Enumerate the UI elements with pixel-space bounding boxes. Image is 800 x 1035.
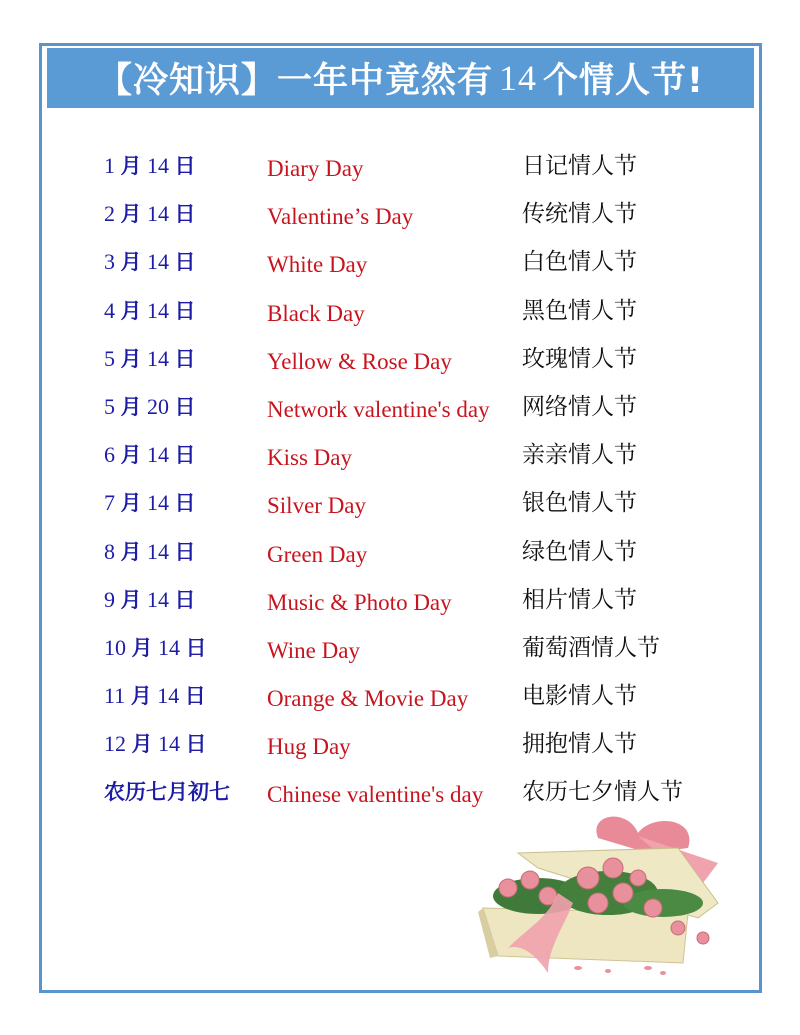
date-text: 2 月 14 日: [104, 201, 196, 227]
chinese-name: 传统情人节: [522, 201, 637, 228]
date-text: 1 月 14 日: [104, 153, 196, 178]
date-text: 7 月 14 日: [104, 490, 196, 516]
date-text: 5 月 14 日: [104, 345, 196, 371]
date-text: 10 月 14 日: [104, 634, 207, 660]
chinese-name: 相片情人节: [522, 586, 637, 613]
english-name: Hug Day: [267, 734, 351, 760]
chinese-name: 绿色情人节: [522, 538, 637, 565]
english-name: Chinese valentine's day: [267, 782, 484, 808]
english-name: Kiss Day: [267, 445, 352, 471]
page-title: [47, 48, 754, 108]
english-name: Music & Photo Day: [267, 589, 452, 615]
chinese-name: 银色情人节: [522, 490, 637, 517]
date-text: 9 月 14 日: [104, 586, 196, 612]
chinese-name: 黑色情人节: [522, 297, 637, 324]
english-name: Diary Day: [267, 156, 364, 181]
date-text: 农历七月初七: [104, 780, 230, 805]
chinese-name: 白色情人节: [522, 249, 637, 276]
english-name: Wine Day: [267, 637, 360, 663]
english-name: White Day: [267, 252, 368, 278]
chinese-name: 葡萄酒情人节: [522, 634, 660, 661]
english-name: Green Day: [267, 541, 368, 567]
title-suffix: 个情人节!: [543, 61, 704, 101]
title-prefix: 【冷知识】一年中竟然有: [97, 61, 494, 101]
date-text: 3 月 14 日: [104, 249, 196, 275]
date-text: 11 月 14 日: [104, 683, 206, 709]
date-text: 5 月 20 日: [104, 393, 196, 419]
chinese-name: 玫瑰情人节: [522, 345, 637, 372]
chinese-name: 网络情人节: [522, 393, 637, 420]
english-name: Orange & Movie Day: [267, 686, 469, 712]
english-name: Yellow & Rose Day: [267, 348, 452, 374]
english-name: Black Day: [267, 300, 365, 326]
chinese-name: 农历七夕情人节: [522, 779, 683, 806]
date-text: 4 月 14 日: [104, 297, 196, 323]
chinese-name: 电影情人节: [522, 683, 637, 710]
date-text: 6 月 14 日: [104, 442, 196, 468]
title-number: 14: [499, 58, 538, 98]
date-text: 12 月 14 日: [104, 731, 207, 757]
english-name: Network valentine's day: [267, 396, 490, 422]
chinese-name: 日记情人节: [522, 153, 637, 179]
date-text: 8 月 14 日: [104, 538, 196, 564]
english-name: Silver Day: [267, 493, 367, 519]
gift-box-with-roses-icon: [478, 808, 738, 978]
chinese-name: 亲亲情人节: [522, 442, 637, 469]
english-name: Valentine’s Day: [267, 204, 414, 230]
chinese-name: 拥抱情人节: [522, 731, 637, 758]
